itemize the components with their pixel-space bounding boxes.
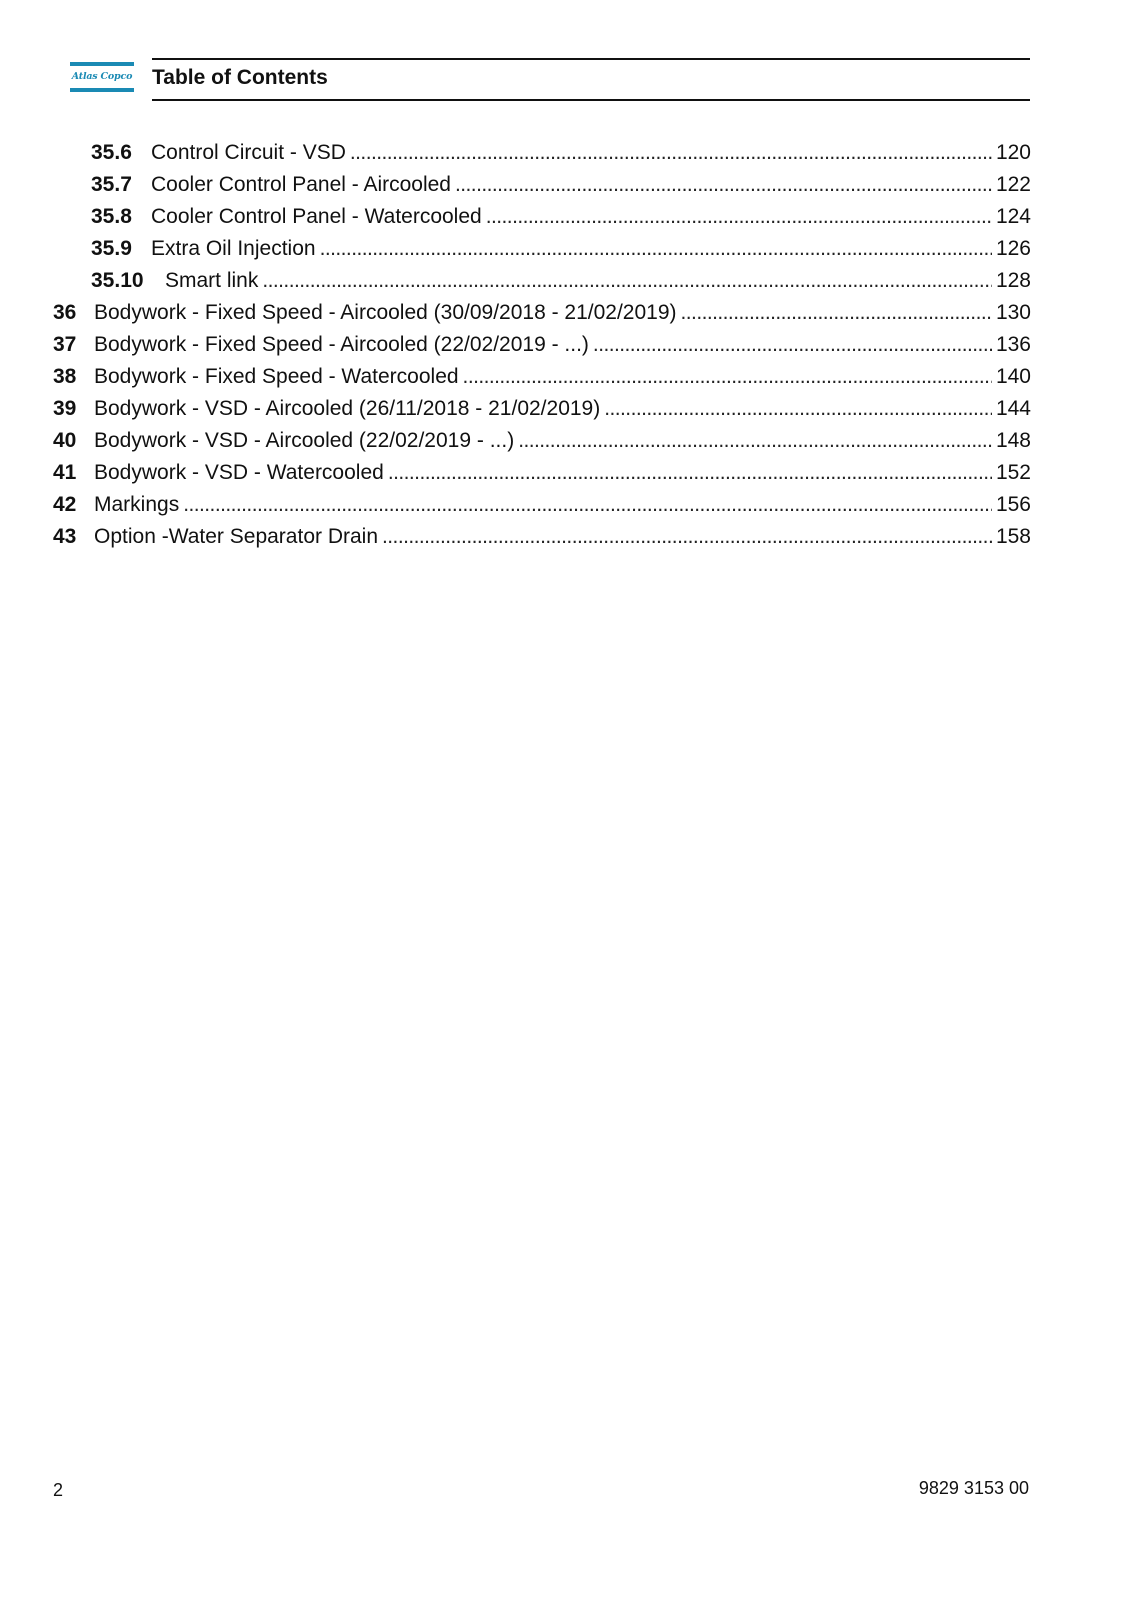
toc-entry-number: 42 — [53, 493, 77, 516]
logo-bar-top — [70, 62, 134, 66]
atlas-copco-logo — [70, 62, 134, 94]
toc-dot-leader — [455, 168, 992, 201]
toc-entry-page: 124 — [995, 205, 1031, 228]
toc-entry-number: 36 — [53, 301, 77, 324]
toc-entry[interactable] — [91, 264, 1031, 297]
toc-entry-page: 126 — [995, 237, 1031, 260]
toc-entry-number: 43 — [53, 525, 77, 548]
logo-bar-bottom — [70, 88, 134, 92]
toc-dot-leader — [262, 264, 992, 297]
toc-entry-page: 158 — [995, 525, 1031, 548]
toc-entry[interactable] — [53, 488, 1031, 521]
toc-dot-leader — [593, 328, 992, 361]
toc-dot-leader — [681, 296, 992, 329]
toc-entry[interactable] — [91, 232, 1031, 265]
toc-entry-number: 35.6 — [91, 141, 132, 164]
toc-entry-number: 39 — [53, 397, 77, 420]
toc-entry-page: 140 — [995, 365, 1031, 388]
page-title: Table of Contents — [152, 66, 328, 89]
toc-entry-number: 41 — [53, 461, 77, 484]
page-header — [70, 58, 1030, 102]
toc-entry-page: 152 — [995, 461, 1031, 484]
toc-entry-page: 130 — [995, 301, 1031, 324]
toc-entry[interactable] — [91, 136, 1031, 169]
toc-entry[interactable] — [53, 456, 1031, 489]
toc-entry-number: 35.8 — [91, 205, 132, 228]
toc-dot-leader — [320, 232, 992, 265]
toc-entry-title: Option -Water Separator Drain — [94, 525, 379, 548]
toc-dot-leader — [604, 392, 992, 425]
toc-entry-page: 144 — [995, 397, 1031, 420]
toc-dot-leader — [350, 136, 992, 169]
toc-entry[interactable] — [91, 200, 1031, 233]
toc-entry[interactable] — [53, 360, 1031, 393]
toc-dot-leader — [518, 424, 992, 457]
toc-entry[interactable] — [91, 168, 1031, 201]
toc-entry[interactable] — [53, 392, 1031, 425]
toc-entry-title: Markings — [94, 493, 180, 516]
toc-entry-number: 37 — [53, 333, 77, 356]
toc-dot-leader — [463, 360, 992, 393]
toc-entry-number: 35.7 — [91, 173, 132, 196]
toc-dot-leader — [382, 520, 992, 553]
header-rule-bottom — [152, 99, 1030, 101]
toc-entry-title: Extra Oil Injection — [151, 237, 316, 260]
toc-entry-title: Bodywork - VSD - Watercooled — [94, 461, 384, 484]
toc-entry-title: Bodywork - VSD - Aircooled (26/11/2018 - 21/02/2019) — [94, 397, 601, 420]
toc-entry[interactable] — [53, 328, 1031, 361]
toc-entry-number: 35.10 — [91, 269, 144, 292]
toc-entry-title: Cooler Control Panel - Watercooled — [151, 205, 482, 228]
toc-entry-page: 148 — [995, 429, 1031, 452]
toc-entry[interactable] — [53, 520, 1031, 553]
footer-page-number: 2 — [53, 1480, 64, 1500]
toc-entry-title: Bodywork - Fixed Speed - Watercooled — [94, 365, 459, 388]
footer-document-number: 9829 3153 00 — [918, 1478, 1029, 1498]
toc-entry-page: 136 — [995, 333, 1031, 356]
toc-dot-leader — [183, 488, 992, 521]
toc-entry-page: 156 — [995, 493, 1031, 516]
toc-entry-page: 122 — [995, 173, 1031, 196]
toc-entry-title: Bodywork - Fixed Speed - Aircooled (22/02/2019 - ...) — [94, 333, 589, 356]
toc-entry-number: 40 — [53, 429, 77, 452]
toc-entry-page: 128 — [995, 269, 1031, 292]
toc-entry-title: Smart link — [165, 269, 259, 292]
toc-dot-leader — [388, 456, 992, 489]
toc-entry-title: Control Circuit - VSD — [151, 141, 346, 164]
toc-entry[interactable] — [53, 296, 1031, 329]
logo-wordmark: Atlas Copco — [71, 71, 133, 82]
toc-entry-page: 120 — [995, 141, 1031, 164]
toc-dot-leader — [486, 200, 992, 233]
toc-entry-title: Cooler Control Panel - Aircooled — [151, 173, 451, 196]
toc-entry-title: Bodywork - Fixed Speed - Aircooled (30/09/2018 - 21/02/2019) — [94, 301, 677, 324]
toc-entry-number: 35.9 — [91, 237, 132, 260]
header-rule-top — [152, 58, 1030, 60]
toc-entry-title: Bodywork - VSD - Aircooled (22/02/2019 - ...) — [94, 429, 515, 452]
toc-entry-number: 38 — [53, 365, 77, 388]
toc-entry[interactable] — [53, 424, 1031, 457]
